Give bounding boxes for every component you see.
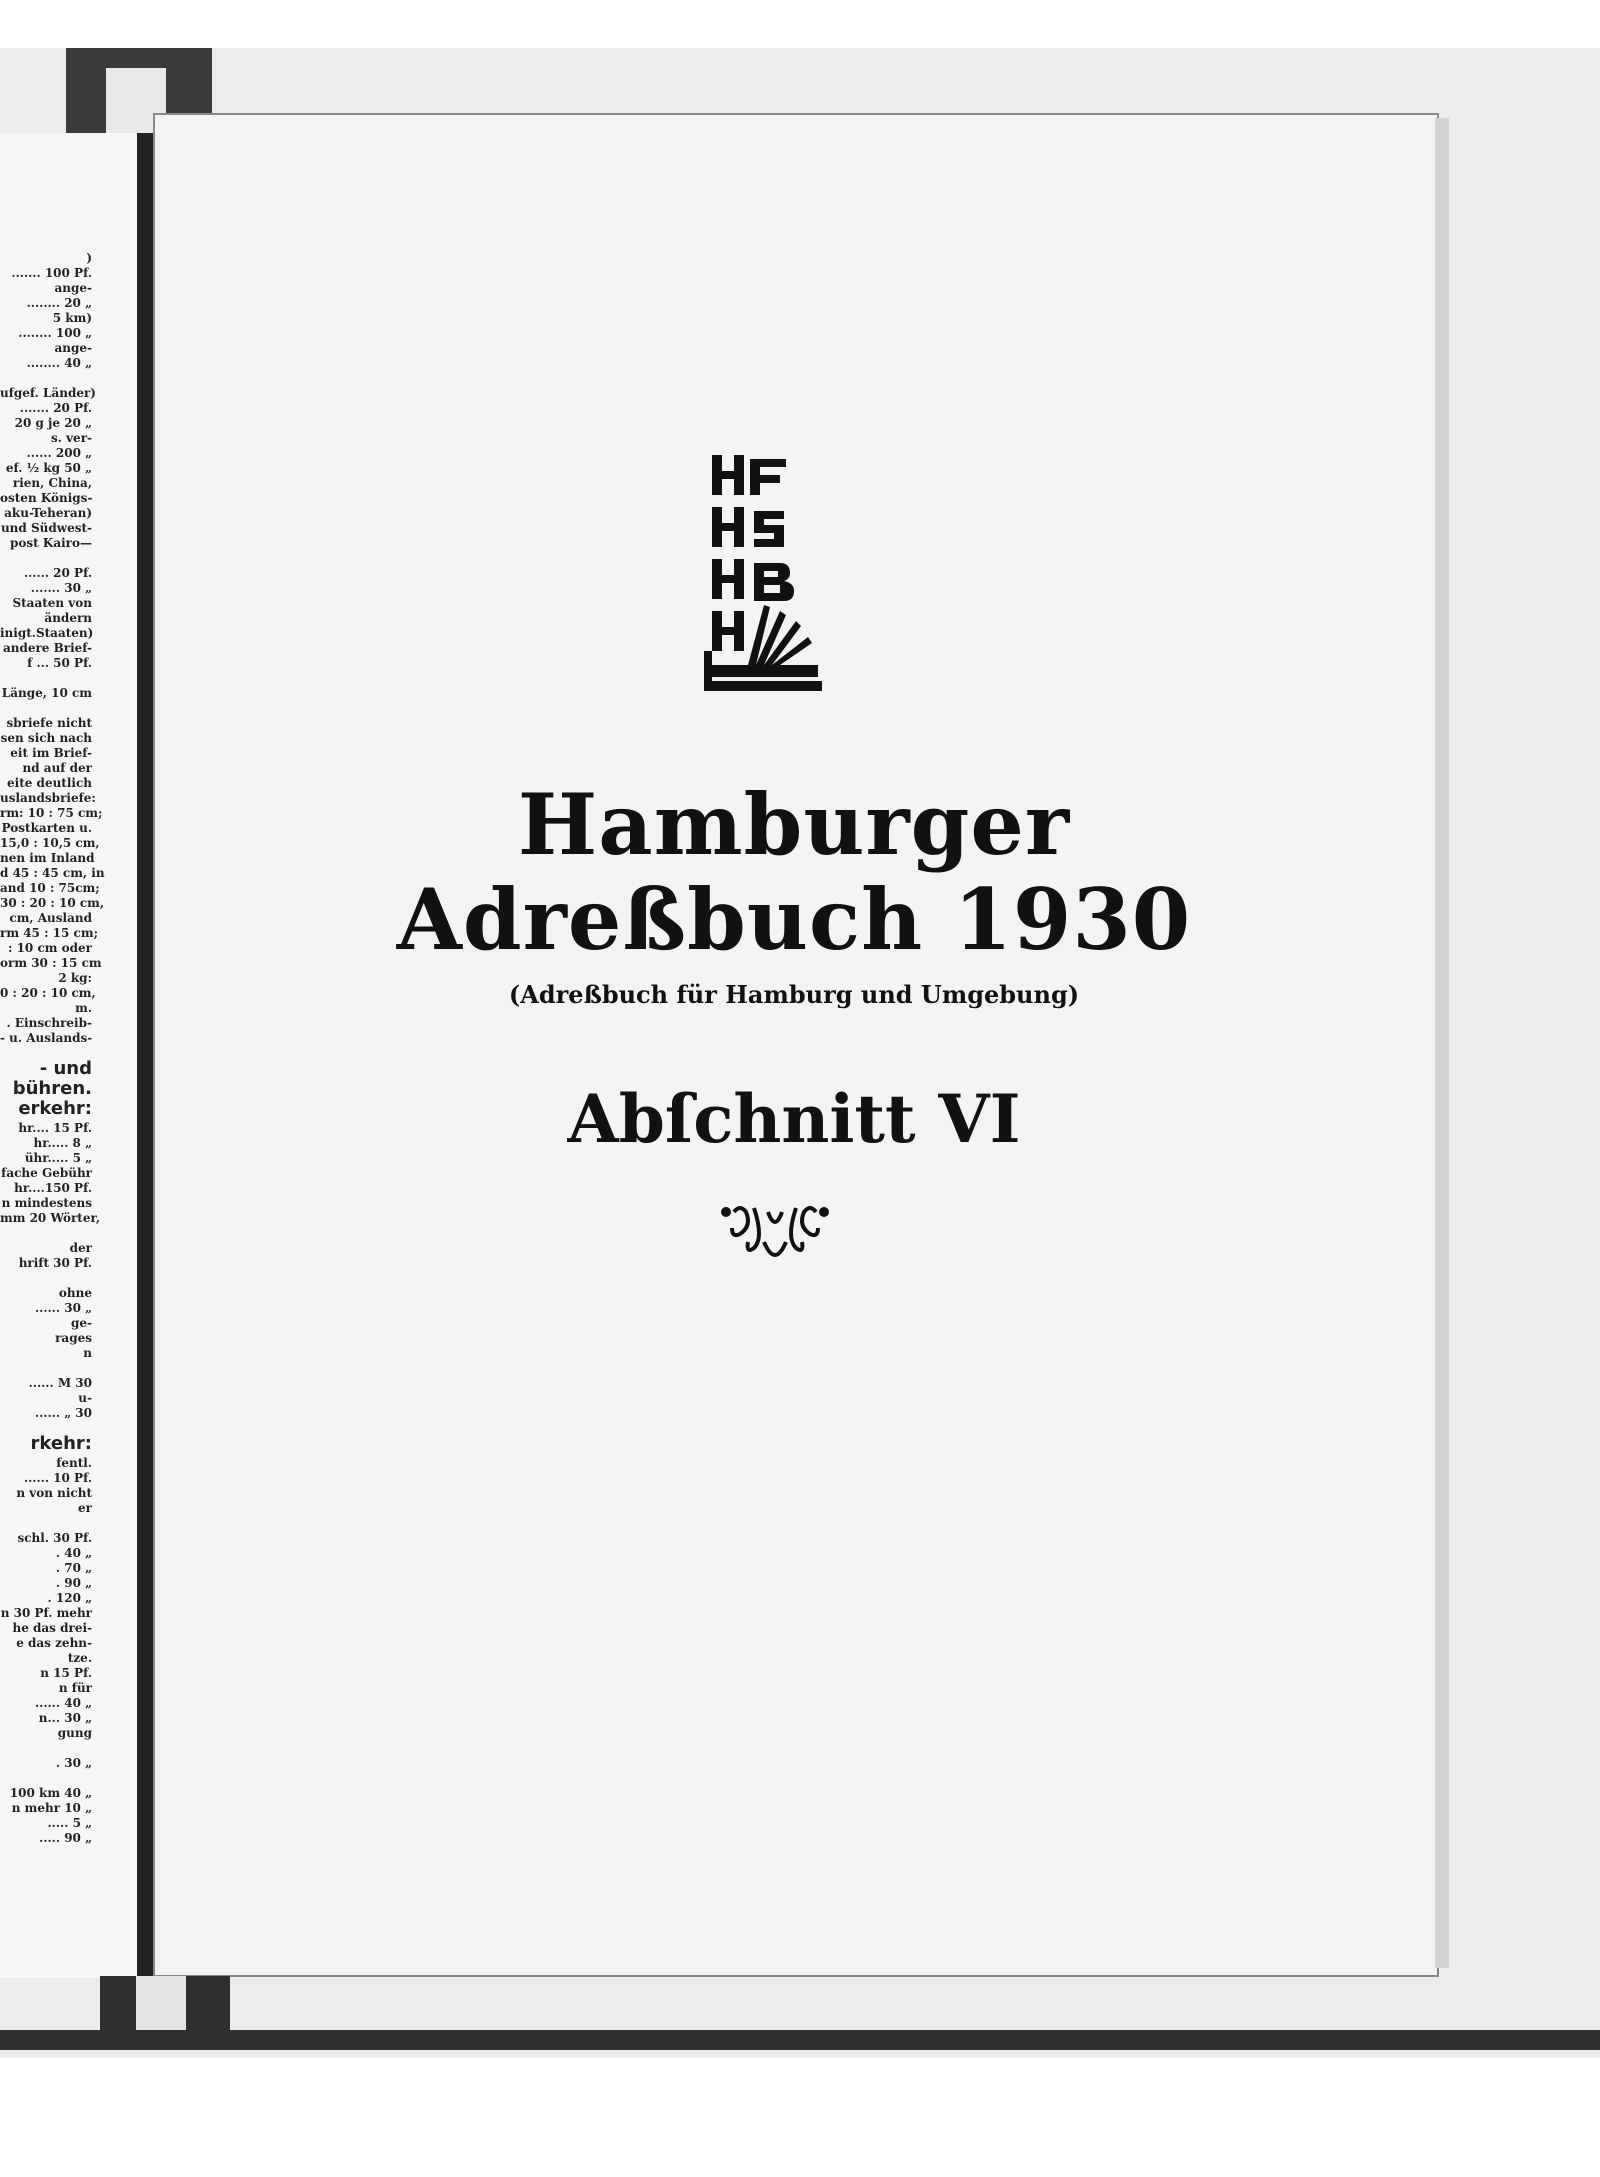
left-page-line: hr.... 15 Pf.: [18, 1121, 92, 1135]
left-page-line: andere Brief-: [2, 641, 92, 655]
left-page-line: ohne: [58, 1286, 92, 1300]
left-page-line: e das zehn-: [16, 1636, 92, 1650]
left-page-line: Staaten von: [12, 596, 92, 610]
left-page-line: ....... 100 Pf.: [11, 266, 92, 280]
left-page-line: u-: [78, 1391, 92, 1405]
left-page-line: he das drei-: [12, 1621, 92, 1635]
left-page-line: ...... M 30: [28, 1376, 92, 1390]
left-page-line: m.: [75, 1001, 92, 1015]
left-page-line: ...... „ 30: [34, 1406, 92, 1420]
left-page-line: ....... 20 Pf.: [19, 401, 92, 415]
left-page-line: erkehr:: [18, 1098, 92, 1119]
left-page-line: ef. ½ kg 50 „: [5, 461, 92, 475]
left-page-line: tze.: [67, 1651, 92, 1665]
left-page-line: ge-: [70, 1316, 92, 1330]
binding-tape-bottom: [100, 1976, 230, 2036]
left-page-line: 0 : 20 : 10 cm,: [0, 986, 96, 1000]
section-heading: Abſchnitt VI: [567, 1080, 1021, 1158]
left-page-line: Länge, 10 cm: [1, 686, 92, 700]
left-page-line: : 10 cm oder: [7, 941, 92, 955]
left-page-line: - und: [39, 1058, 92, 1079]
left-page-line: [0, 671, 92, 686]
left-page-line: ....... 30 „: [30, 581, 92, 595]
left-page-line: rien, China,: [12, 476, 92, 490]
left-page-line: ühr..... 5 „: [24, 1151, 92, 1165]
tape-gap: [136, 1976, 186, 2036]
left-page-line: n mehr 10 „: [11, 1801, 92, 1815]
left-page-line: ........ 20 „: [26, 296, 92, 310]
left-page-line: ...... 200 „: [26, 446, 92, 460]
scroll-ornament-icon: [720, 1202, 830, 1268]
left-page-line: rm: 10 : 75 cm;: [0, 806, 103, 820]
left-page-line: orm 30 : 15 cm: [0, 956, 102, 970]
book-logo-icon: [704, 455, 824, 715]
left-page-line: d 45 : 45 cm, in: [0, 866, 105, 880]
left-page-line: f ... 50 Pf.: [27, 656, 92, 670]
left-page-line: nd auf der: [22, 761, 92, 775]
left-page-line: ...... 10 Pf.: [23, 1471, 92, 1485]
left-page-line: ufgef. Länder): [0, 386, 96, 400]
left-page-line: . 70 „: [55, 1561, 92, 1575]
left-page-line: n 15 Pf.: [40, 1666, 92, 1680]
left-page-line: ...... 30 „: [34, 1301, 92, 1315]
left-page-line: rkehr:: [30, 1433, 92, 1454]
left-page-line: ändern: [44, 611, 92, 625]
left-page-line: ..... 90 „: [39, 1831, 92, 1845]
left-page-line: ..... 5 „: [47, 1816, 92, 1830]
left-page-line: n... 30 „: [38, 1711, 92, 1725]
subtitle: (Adreßbuch für Hamburg und Umgebung): [508, 980, 1080, 1009]
left-page-line: mm 20 Wörter,: [0, 1211, 101, 1225]
left-page-line: n für: [58, 1681, 92, 1695]
left-page-line: n von nicht: [16, 1486, 92, 1500]
left-page-line: uslandsbriefe:: [0, 791, 96, 805]
left-page-line: 2 kg:: [58, 971, 92, 985]
left-page-line: Postkarten u.: [1, 821, 92, 835]
left-page-line: [0, 1771, 92, 1786]
left-page-line: ...... 40 „: [34, 1696, 92, 1710]
left-page-line: n 30 Pf. mehr: [0, 1606, 92, 1620]
left-page-line: [0, 551, 92, 566]
left-page-line: eit im Brief-: [10, 746, 92, 760]
left-page-line: [0, 701, 92, 716]
left-page-line: hr..... 8 „: [33, 1136, 92, 1150]
book-gutter: [137, 133, 153, 1978]
left-page-line: . 90 „: [55, 1576, 92, 1590]
left-page-line: . 120 „: [47, 1591, 92, 1605]
left-page-line: 5 km): [52, 311, 92, 325]
left-page-line: . 30 „: [55, 1756, 92, 1770]
title-line-2: Adreßbuch 1930: [396, 870, 1192, 969]
left-page-line: nen im Inland: [0, 851, 95, 865]
left-page-line: cm, Ausland: [9, 911, 92, 925]
left-page-line: - u. Auslands-: [0, 1031, 93, 1045]
left-page-line: osten Königs-: [0, 491, 93, 505]
left-page-line: ...... 20 Pf.: [23, 566, 92, 580]
left-page-line: post Kairo—: [10, 536, 92, 550]
left-page-line: er: [78, 1501, 92, 1515]
left-page-line: fache Gebühr: [1, 1166, 92, 1180]
left-page-line: n mindestens: [1, 1196, 92, 1210]
left-page-line: [0, 1226, 92, 1241]
left-page-line: [0, 1516, 92, 1531]
left-page-line: rages: [55, 1331, 92, 1345]
left-page-line: eite deutlich: [7, 776, 92, 790]
left-page-line: ange-: [54, 281, 92, 295]
left-page-line: [0, 1361, 92, 1376]
left-page-fragment: [0, 133, 142, 1978]
left-page-text: [0, 251, 105, 1846]
left-page-line: gung: [57, 1726, 92, 1740]
left-page-line: n: [83, 1346, 92, 1360]
left-page-line: hr....150 Pf.: [14, 1181, 92, 1195]
left-page-line: 15,0 : 10,5 cm,: [0, 836, 100, 850]
left-page-line: s. ver-: [50, 431, 92, 445]
left-page-line: sbriefe nicht: [6, 716, 92, 730]
left-page-line: schl. 30 Pf.: [17, 1531, 92, 1545]
left-page-line: ........ 40 „: [26, 356, 92, 370]
left-page-line: [0, 371, 92, 386]
left-page-line: 30 : 20 : 10 cm,: [0, 896, 105, 910]
left-page-line: bühren.: [12, 1078, 92, 1099]
left-page-line: sen sich nach: [0, 731, 92, 745]
left-page-line: der: [69, 1241, 92, 1255]
left-page-line: ........ 100 „: [18, 326, 92, 340]
page-edge: [1435, 118, 1449, 1968]
left-page-line: aku-Teheran): [4, 506, 92, 520]
right-page: [153, 113, 1439, 1977]
left-page-line: und Südwest-: [0, 521, 92, 535]
left-page-line: [0, 1741, 92, 1756]
scan-bottom-bar: [0, 2030, 1600, 2050]
top-margin: [0, 0, 1600, 48]
left-page-line: fentl.: [56, 1456, 92, 1470]
left-page-line: 100 km 40 „: [9, 1786, 92, 1800]
left-page-line: and 10 : 75cm;: [0, 881, 100, 895]
left-page-line: ): [86, 251, 92, 265]
left-page-line: . Einschreib-: [6, 1016, 92, 1030]
left-page-line: 20 g je 20 „: [14, 416, 92, 430]
title-line-1: Hamburger: [517, 775, 1071, 874]
left-page-line: [0, 1271, 92, 1286]
left-page-line: ange-: [54, 341, 92, 355]
left-page-line: hrift 30 Pf.: [18, 1256, 92, 1270]
left-page-line: . 40 „: [55, 1546, 92, 1560]
left-page-line: inigt.Staaten): [0, 626, 94, 640]
left-page-line: rm 45 : 15 cm;: [0, 926, 98, 940]
